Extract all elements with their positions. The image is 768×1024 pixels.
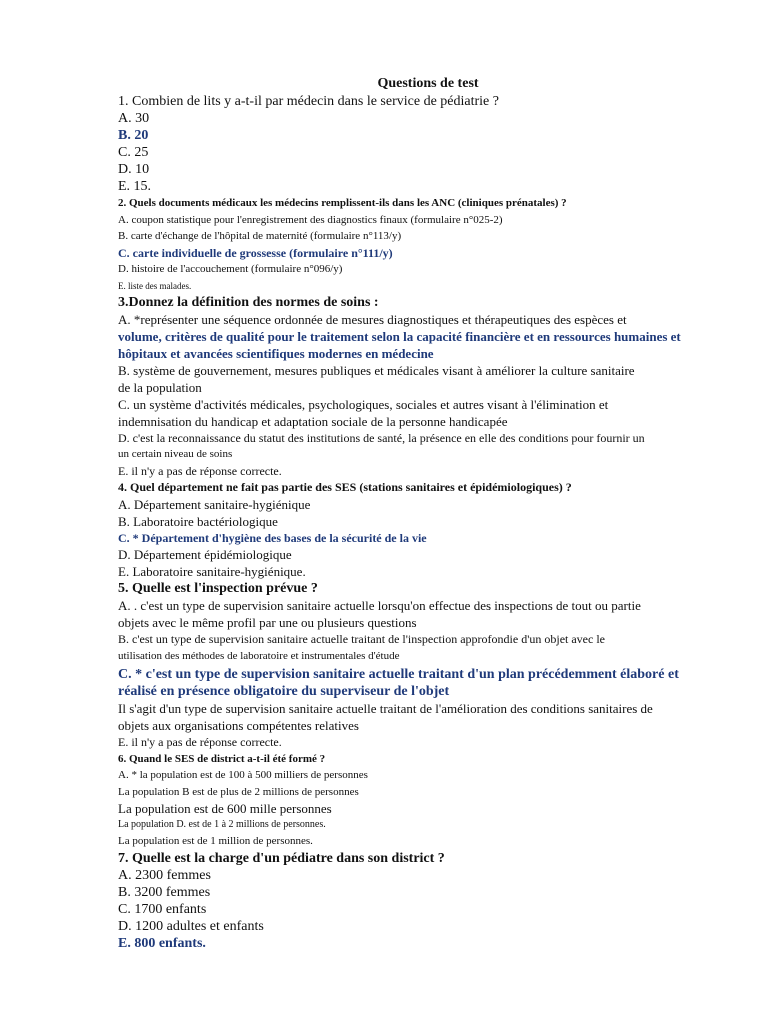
q5-option-b-line2: utilisation des méthodes de laboratoire et instrumentales d'étude [118, 649, 400, 662]
question-7: 7. Quelle est la charge d'un pédiatre dans son district ? [118, 850, 445, 866]
q7-option-a: A. 2300 femmes [118, 867, 211, 883]
q5-option-c-line1: C. * c'est un type de supervision sanitaire actuelle traitant d'un plan précédemment élaboré et [118, 667, 679, 682]
q2-option-e: E. liste des malades. [118, 280, 192, 291]
q2-option-a: A. coupon statistique pour l'enregistrement des diagnostics finaux (formulaire n°025-2) [118, 213, 503, 226]
q1-option-a: A. 30 [118, 111, 150, 126]
q3-option-d-line2: un certain niveau de soins [118, 448, 233, 460]
q1-option-b-correct: B. 20 [118, 128, 149, 143]
question-1: 1. Combien de lits y a-t-il par médecin dans le service de pédiatrie ? [118, 94, 499, 109]
q4-option-b: B. Laboratoire bactériologique [118, 513, 278, 529]
q5-option-b-line1: B. c'est un type de supervision sanitaire actuelle traitant de l'inspection approfondie d'un objet avec le [118, 632, 605, 646]
question-4: 4. Quel département ne fait pas partie des SES (stations sanitaires et épidémiologiques) ? [118, 480, 572, 494]
q7-option-d: D. 1200 adultes et enfants [118, 918, 264, 934]
q6-option-d: La population D. est de 1 à 2 millions de personnes. [118, 819, 326, 830]
page-title: Questions de test [377, 76, 479, 91]
q1-option-c: C. 25 [118, 145, 149, 160]
q3-option-b-line1: B. système de gouvernement, mesures publiques et médicales visant à améliorer la culture sanitaire [118, 362, 635, 378]
q6-option-a: A. * la population est de 100 à 500 milliers de personnes [118, 769, 368, 781]
q5-option-a-line1: A. . c'est un type de supervision sanitaire actuelle lorsqu'on effectue des inspections de tout ou partie [118, 598, 641, 613]
q3-option-e: E. il n'y a pas de réponse correcte. [118, 463, 282, 478]
q2-option-b: B. carte d'échange de l'hôpital de maternité (formulaire n°113/y) [118, 230, 402, 242]
q3-option-b-line2: de la population [118, 379, 202, 395]
q5-option-d-line2: objets aux organisations compétentes relatives [118, 718, 359, 733]
q5-option-a-line2: objets avec le même profil par une ou plusieurs questions [118, 615, 417, 630]
q4-option-e: E. Laboratoire sanitaire-hygiénique. [118, 564, 306, 579]
q7-option-b: B. 3200 femmes [118, 884, 211, 900]
question-2: 2. Quels documents médicaux les médecins remplissent-ils dans les ANC (cliniques prénatales) ? [118, 197, 567, 209]
q7-option-e-correct: E. 800 enfants. [118, 935, 206, 951]
q7-option-c: C. 1700 enfants [118, 901, 207, 917]
q3-option-c-line1: C. un système d'activités médicales, psychologiques, sociales et autres visant à l'élimination et [118, 396, 609, 412]
q1-option-d: D. 10 [118, 162, 150, 177]
q3-option-a-line1: A. *représenter une séquence ordonnée de mesures diagnostiques et thérapeutiques des espèces et [118, 311, 627, 327]
q1-option-e: E. 15. [118, 179, 152, 194]
q4-option-d: D. Département épidémiologique [118, 547, 292, 562]
question-6: 6. Quand le SES de district a-t-il été formé ? [118, 752, 326, 765]
q6-option-e: La population est de 1 million de personnes. [118, 835, 313, 847]
q4-option-a: A. Département sanitaire-hygiénique [118, 496, 311, 512]
q3-option-d-line1: D. c'est la reconnaissance du statut des institutions de santé, la présence en elle des conditions pour fournir un [118, 430, 645, 445]
question-3: 3.Donnez la définition des normes de soins : [118, 294, 379, 310]
q3-option-a-line3: hôpitaux et avancées scientifiques modernes en médecine [118, 345, 434, 361]
q6-option-c: La population est de 600 mille personnes [118, 801, 332, 816]
q3-option-c-line2: indemnisation du handicap et adaptation sociale de la personne handicapée [118, 413, 508, 429]
q2-option-d: D. histoire de l'accouchement (formulaire n°096/y) [118, 263, 343, 275]
q5-option-c-line2: réalisé en présence obligatoire du superviseur de l'objet [118, 684, 450, 699]
document-page [118, 75, 738, 952]
q5-option-e: E. il n'y a pas de réponse correcte. [118, 735, 282, 749]
q5-option-d-line1: Il s'agit d'un type de supervision sanitaire actuelle traitant de l'amélioration des conditions sanitaires de [118, 701, 653, 716]
q3-option-a-line2: volume, critères de qualité pour le traitement selon la capacité financière et en ressources humaines et [118, 328, 681, 344]
question-5: 5. Quelle est l'inspection prévue ? [118, 581, 318, 596]
q6-option-b: La population B est de plus de 2 millions de personnes [118, 785, 359, 798]
q2-option-c-correct: C. carte individuelle de grossesse (formulaire n°111/y) [118, 245, 393, 260]
q4-option-c-correct: C. * Département d'hygiène des bases de la sécurité de la vie [118, 530, 427, 545]
